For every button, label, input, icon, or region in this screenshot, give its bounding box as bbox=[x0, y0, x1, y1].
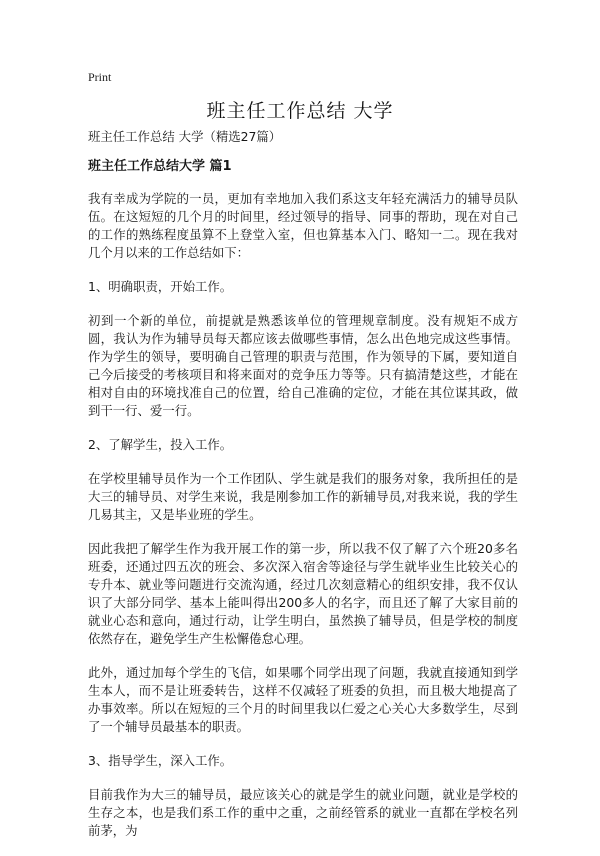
intro-paragraph: 我有幸成为学院的一员，更加有幸地加入我们系这支年轻充满活力的辅导员队伍。在这短短的几个月的时间里，经过领导的指导、同事的帮助，现在对自己的工作的熟练程度虽算不上登堂入室，但也算基本入门、略知一二。现在我对几个月以来的工作总结如下： bbox=[88, 191, 518, 260]
print-label: Print bbox=[88, 70, 112, 84]
item-paragraph-1: 初到一个新的单位，前提就是熟悉该单位的管理规章制度。没有规矩不成方圆，我认为作为辅导员每天都应该去做哪些事情，怎么出色地完成这些事情。作为学生的领导，要明确自己管理的职责与范围，作为领导的下属，要知道自己今后接受的考核项目和将来面对的竞争压力等等。只有搞清楚这些，才能在相对自由的环境找准自己的位置，给自己准确的定位，才能在其位谋其政，做到干一行、爱一行。 bbox=[88, 313, 518, 418]
document-title: 班主任工作总结 大学 bbox=[206, 100, 394, 122]
document-body bbox=[88, 128, 518, 856]
item-heading-3: 3、指导学生，深入工作。 bbox=[88, 753, 233, 768]
item-heading-1: 1、明确职责，开始工作。 bbox=[88, 279, 233, 294]
section-heading: 班主任工作总结大学 篇1 bbox=[88, 159, 232, 174]
document-subtitle: 班主任工作总结 大学（精选27篇） bbox=[88, 129, 282, 144]
item-paragraph-2c: 此外，通过加每个学生的飞信，如果哪个同学出现了问题，我就直接通知到学生本人，而不是让班委转告，这样不仅减轻了班委的负担，而且极大地提高了办事效率。所以在短短的三个月的时间里我以仁爱之心关心大多数学生，尽到了一个辅导员最基本的职责。 bbox=[88, 665, 518, 734]
item-paragraph-2b: 因此我把了解学生作为我开展工作的第一步，所以我不仅了解了六个班20多名班委，还通过四五次的班会、多次深入宿舍等途径与学生就毕业生比较关心的专升本、就业等问题进行交流沟通，经过几次刻意精心的组织安排，我不仅认识了大部分同学、基本上能叫得出200多人的名字，而且还了解了大家目前的就业心态和意向，通过行动，让学生明白，虽然换了辅导员，但是学校的制度依然存在，避免学生产生松懈倦怠心理。 bbox=[88, 541, 518, 646]
item-heading-2: 2、了解学生，投入工作。 bbox=[88, 437, 233, 452]
item-paragraph-2a: 在学校里辅导员作为一个工作团队、学生就是我们的服务对象，我所担任的是大三的辅导员、对学生来说，我是刚参加工作的新辅导员,对我来说，我的学生几易其主，又是毕业班的学生。 bbox=[88, 471, 518, 522]
item-paragraph-3: 目前我作为大三的辅导员，最应该关心的就是学生的就业问题，就业是学校的生存之本，也是我们系工作的重中之重，之前经管系的就业一直都在学校名列前茅，为 bbox=[88, 787, 518, 838]
